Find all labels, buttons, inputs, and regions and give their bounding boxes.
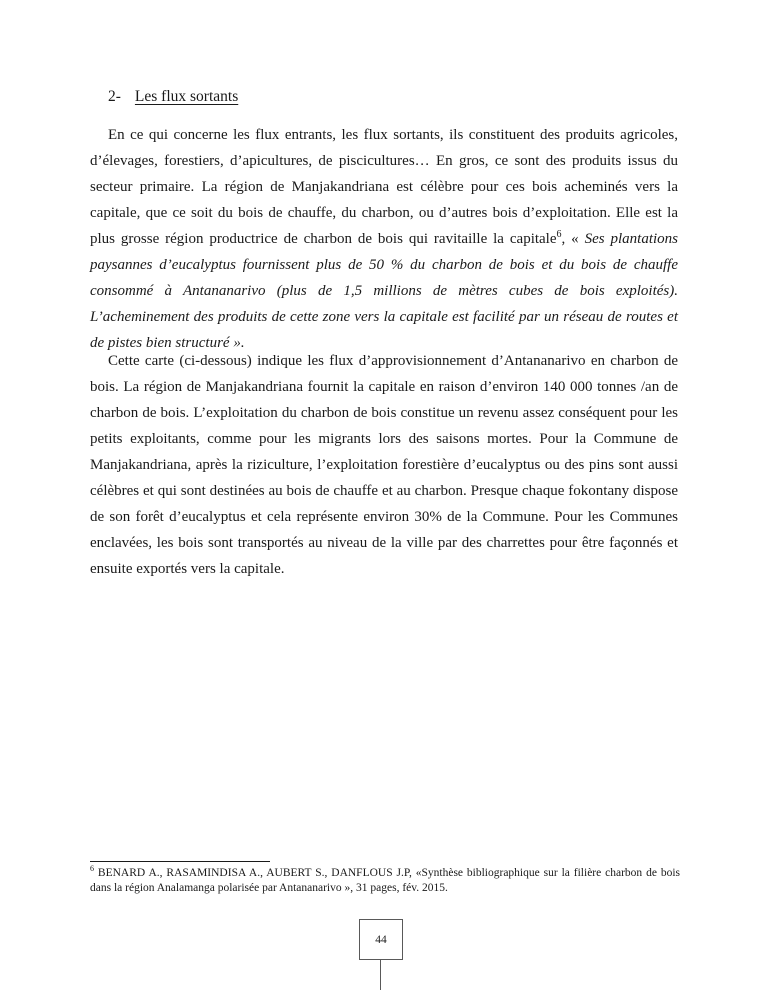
paragraph-carte-charbon: Cette carte (ci-dessous) indique les flux d’approvisionnement d’Antananarivo en charbon de bois. La région de Manjakandriana fournit la capitale en raison d’environ 140 000 tonnes /an de charbon de bois. L’exploitation du charbon de bois constitue un revenu assez conséquent pour les petits exploitants, comme pour les migrants lors des saisons mortes. Pour la Commune de Manjakandriana, après la riziculture, l’exploitation forestière d’eucalyptus ou des pins sont aussi célèbres et qui sont destinées au bois de chauffe et au charbon. Presque chaque fokontany dispose de son forêt d’eucalyptus et cela représente environ 30% de la Commune. Pour les Communes enclavées, les bois sont transportés au niveau de la ville par des charrettes pour être façonnés et ensuite exportés vers la capitale. — [90, 353, 678, 577]
section-number: 2- — [108, 88, 121, 105]
paragraph-flux-sortants — [90, 122, 678, 356]
footnote-separator-rule — [90, 861, 270, 862]
footnote-marker-6: 6 — [90, 864, 94, 874]
footnote-reference-6: 6 — [556, 229, 562, 240]
paragraph1-quotation: Ses plantations paysannes d’eucalyptus fournissent plus de 50 % du charbon de bois et du bois de chauffe consommé à Antananarivo (plus de 1,5 millions de mètres cubes de bois exploités). L’acheminement des produits de cette zone vers la capitale est facilité par un réseau de routes et de pistes bien structuré ». — [90, 231, 679, 351]
paragraph1-connector: , « — [561, 231, 585, 247]
paragraph1-main-text: En ce qui concerne les flux entrants, les flux sortants, ils constituent des produits agricoles, d’élevages, forestiers, d’apicultures, de piscicultures… En gros, ce sont des produits issus du secteur primaire. La région de Manjakandriana est célèbre pour ces bois acheminés vers la capitale, que ce soit du bois de chauffe, du charbon, ou d’autres bois d’exploitation. Elle est la plus grosse région productrice de charbon de bois qui ravitaille la capitale — [90, 127, 678, 247]
page-number-connector-line — [380, 960, 381, 990]
page-number-box — [359, 919, 403, 960]
footnote — [90, 866, 680, 895]
section-title: Les flux sortants — [134, 88, 239, 105]
section-heading — [90, 85, 678, 109]
footnote-text: BENARD A., RASAMINDISA A., AUBERT S., DANFLOUS J.P, «Synthèse bibliographique sur la filière charbon de bois dans la région Analamanga polarisée par Antananarivo », 31 pages, fév. 2015. — [90, 867, 680, 894]
page-number: 44 — [375, 933, 387, 946]
